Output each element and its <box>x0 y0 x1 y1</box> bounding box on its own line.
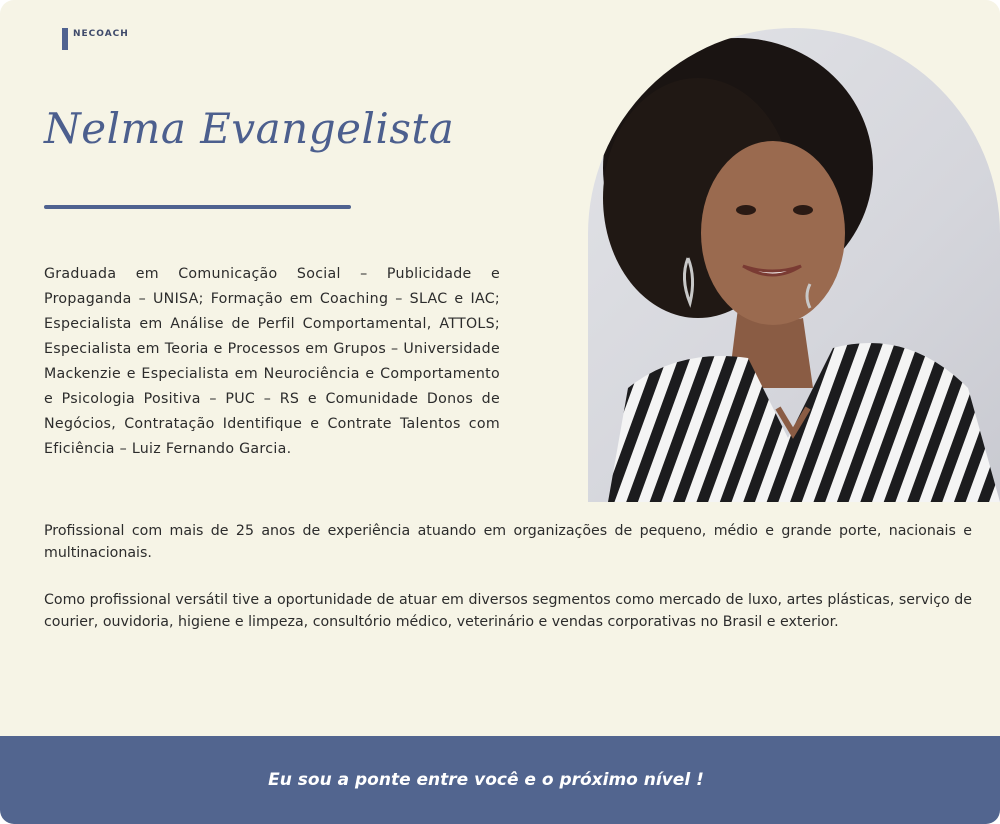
profile-name: Nelma Evangelista <box>44 104 455 153</box>
segments-paragraph: Como profissional versátil tive a oportunidade de atuar em diversos segmentos como mercado de luxo, artes plásticas, serviço de courier, ouvidoria, higiene e limpeza, consultório médico, veterinário e vendas corporativas no Brasil e exterior. <box>44 592 972 630</box>
profile-photo <box>588 28 1000 502</box>
experience-paragraph: Profissional com mais de 25 anos de experiência atuando em organizações de pequeno, médio e grande porte, nacionais e multinacionais. <box>44 523 972 561</box>
brand-logo <box>62 28 129 50</box>
brand-bar <box>62 28 68 50</box>
profile-bio: Graduada em Comunicação Social – Publicidade e Propaganda – UNISA; Formação em Coaching – SLAC e IAC; Especialista em Análise de Perfil Comportamental, ATTOLS; Especialista em Teoria e Processos em Grupos – Universidade Mackenzie e Especialista em Neurociência e Comportamento e Psicologia Positiva – PUC – RS e Comunidade Donos de Negócios, Contratação Identifique e Contrate Talentos com Eficiência – Luiz Fernando Garcia. <box>44 266 500 457</box>
footer-tagline: Eu sou a ponte entre você e o próximo nível ! <box>268 770 704 790</box>
brand-label: NECOACH <box>73 29 129 39</box>
title-divider <box>44 205 351 209</box>
